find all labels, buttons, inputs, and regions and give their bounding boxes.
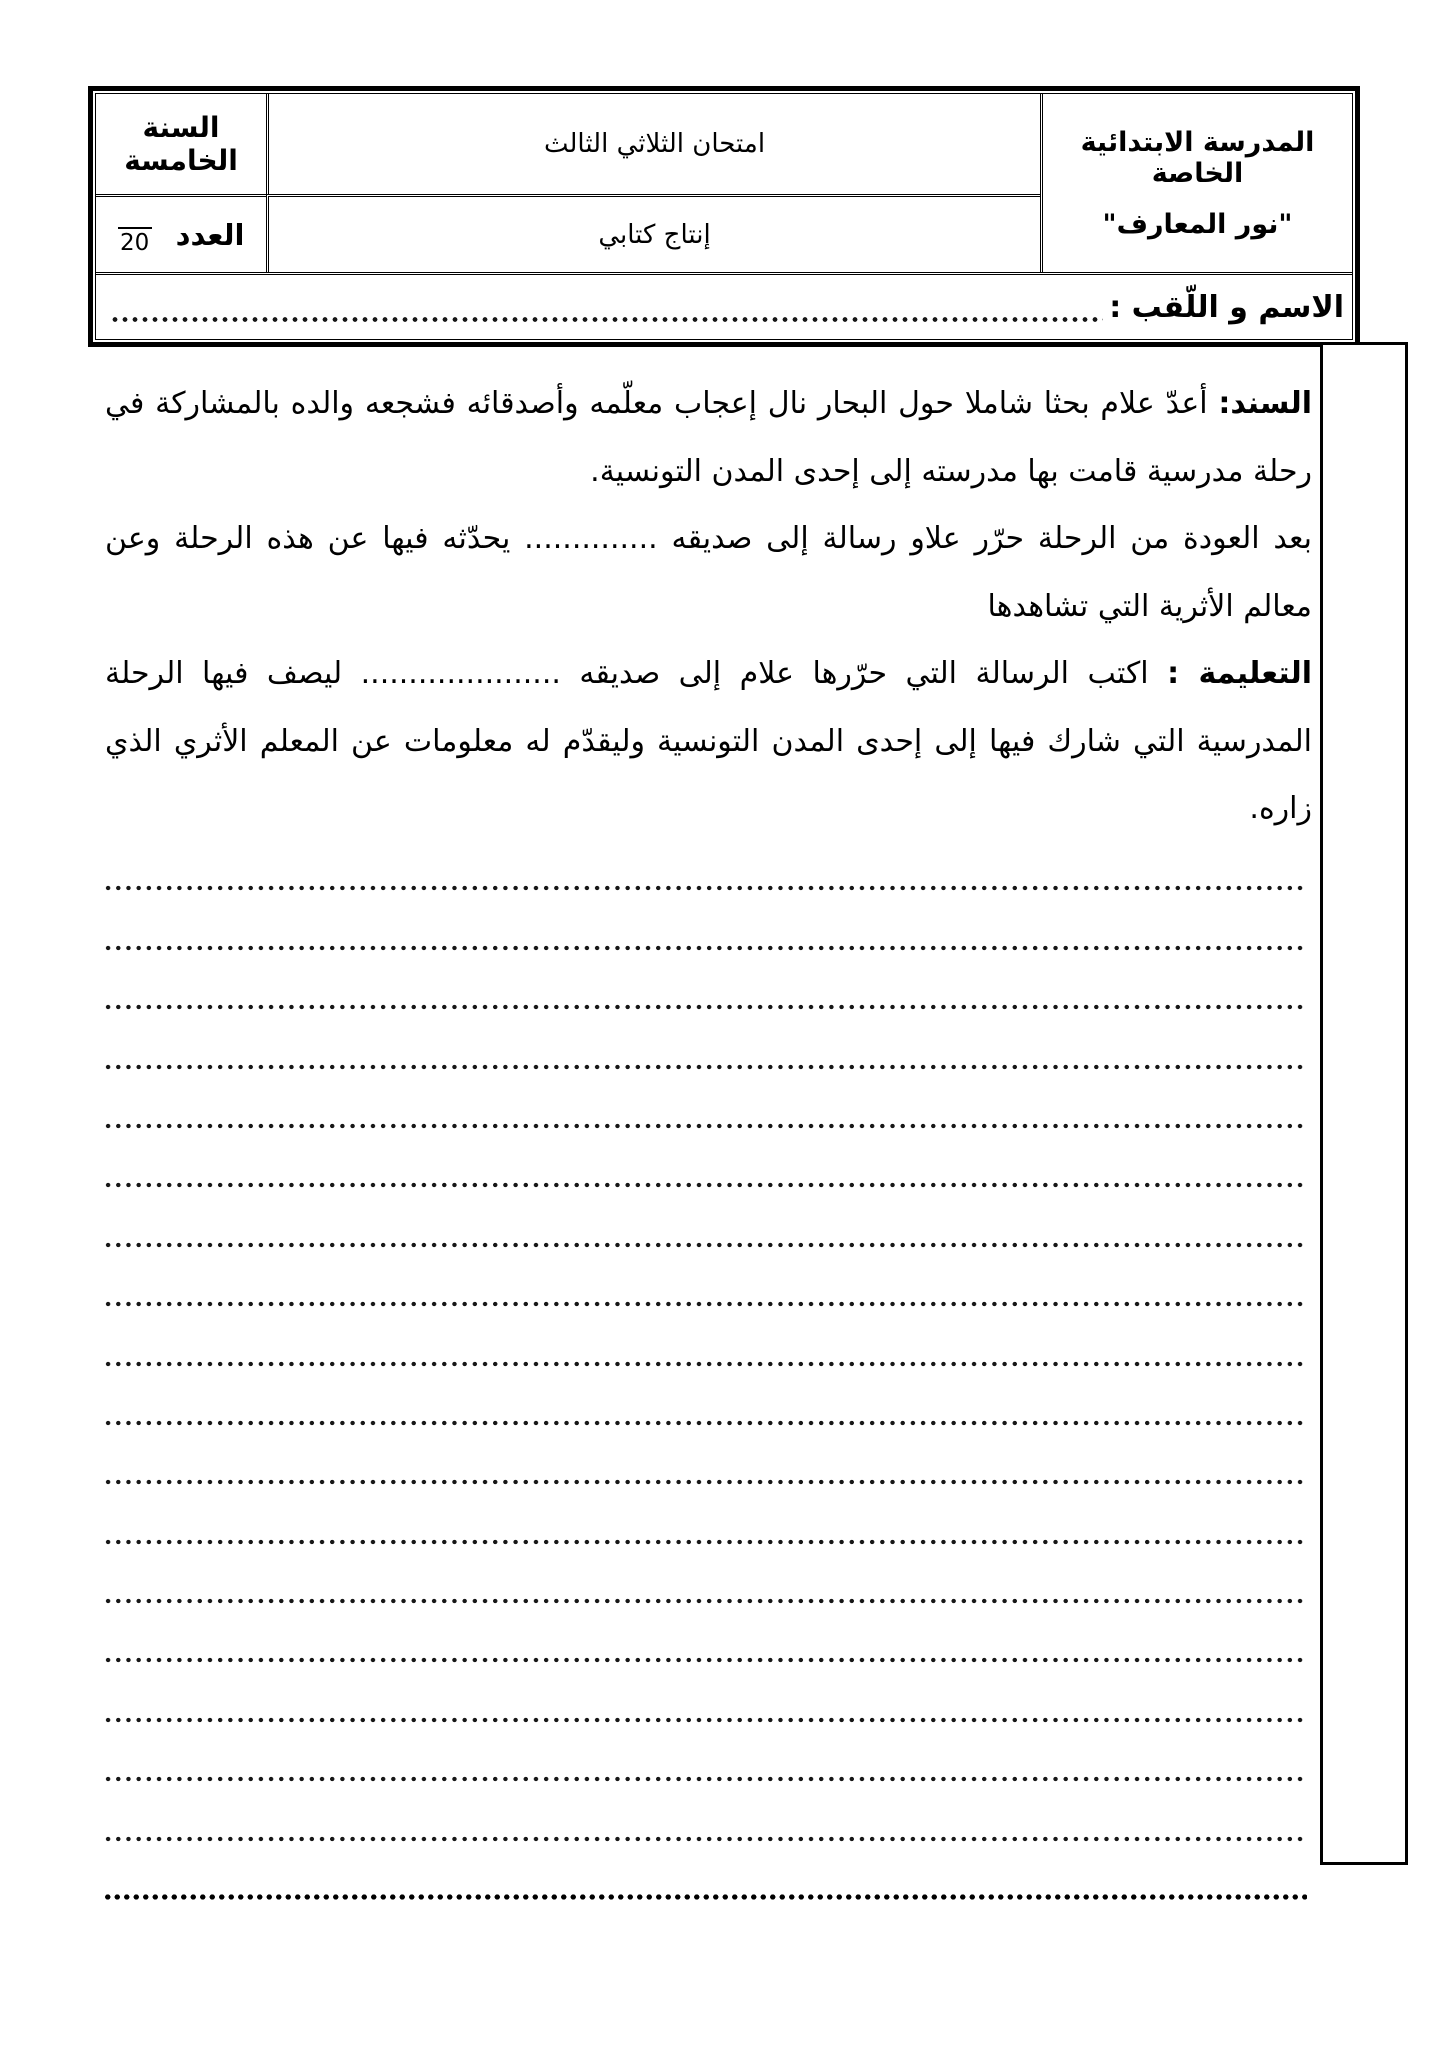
year-label: السنة الخامسة [124, 111, 238, 177]
exam-title-cell [266, 94, 1040, 194]
body-line: زاره. [1249, 791, 1312, 826]
answer-line [103, 1604, 1307, 1663]
name-label: الاسم و اللّقب : [1109, 289, 1344, 325]
name-dotted-blank [110, 316, 1103, 323]
answer-lines [103, 832, 1307, 1901]
body-line: المدرسية التي شارك فيها إلى إحدى المدن التونسية وليقدّم له معلومات عن المعلم الأثري الذي [105, 723, 1312, 759]
body-line: السند: أعدّ علام بحثا شاملا حول البحار نال إعجاب معلّمه وأصدقائه فشجعه والده بالمشاركة في [105, 386, 1312, 421]
answer-line [103, 1307, 1307, 1366]
answer-line [103, 1663, 1307, 1722]
answer-line [103, 891, 1307, 950]
body-text [105, 370, 1312, 843]
header-table-inner [95, 93, 1353, 340]
score-fraction [118, 227, 152, 255]
answer-line [103, 1367, 1307, 1426]
exam-title: امتحان الثلاثي الثالث [543, 129, 766, 159]
year-cell [96, 94, 266, 194]
answer-line [103, 832, 1307, 891]
school-name-cell [1040, 94, 1352, 272]
answer-line [103, 1070, 1307, 1129]
answer-line [103, 1842, 1307, 1901]
body-line: بعد العودة من الرحلة حرّر علاو رسالة إلى صديقه .............. يحدّثه فيها عن هذه الرحلة وعن [105, 521, 1312, 556]
answer-line [103, 1723, 1307, 1782]
header-table [88, 86, 1360, 347]
school-name-line2: "نور المعارف" [1102, 208, 1293, 240]
answer-line [103, 1426, 1307, 1485]
answer-line [103, 951, 1307, 1010]
answer-line [103, 1129, 1307, 1188]
answer-line [103, 1010, 1307, 1069]
header-grid [96, 94, 1352, 272]
answer-line [103, 1782, 1307, 1841]
body-line: معالم الأثرية التي تشاهدها [987, 588, 1312, 624]
score-label: العدد [175, 217, 245, 252]
answer-line [103, 1545, 1307, 1604]
school-name-line1: المدرسة الابتدائية الخاصة [1080, 126, 1315, 189]
answer-line [103, 1485, 1307, 1544]
answer-line [103, 1188, 1307, 1247]
body-line: رحلة مدرسية قامت بها مدرسته إلى إحدى المدن التونسية. [590, 453, 1312, 489]
score-denominator: 20 [119, 229, 150, 256]
exam-subject: إنتاج كتابي [598, 219, 711, 250]
name-row [96, 272, 1352, 339]
answer-line [103, 1248, 1307, 1307]
margin-box [1320, 342, 1408, 1865]
score-blank-line [118, 227, 152, 229]
score-cell [96, 194, 266, 272]
body-line: التعليمة : اكتب الرسالة التي حرّرها علام إلى صديقه ..................... ليصف فيها الرحلة [105, 656, 1312, 691]
exam-subject-cell [266, 194, 1040, 272]
